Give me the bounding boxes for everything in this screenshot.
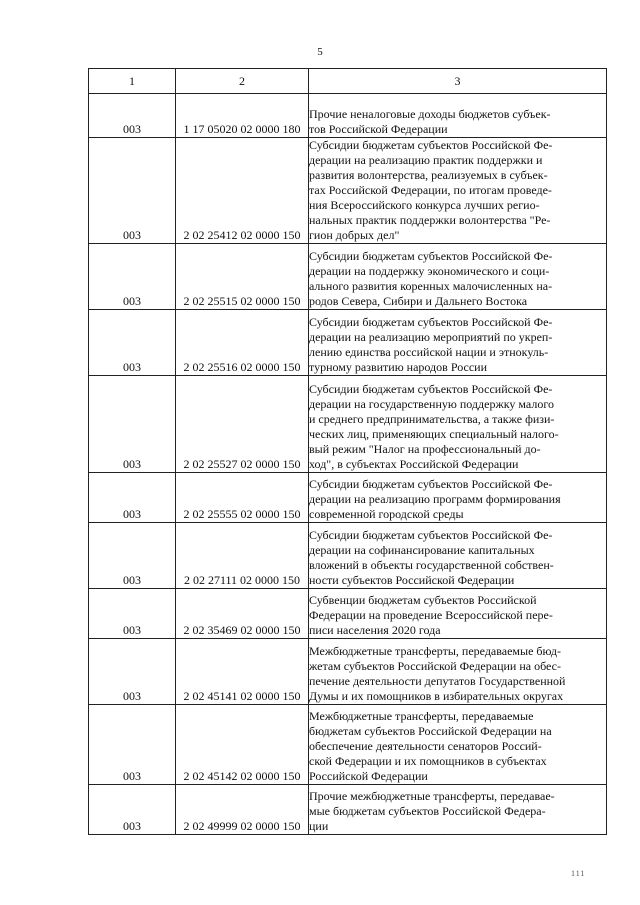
admin-code-cell: 003 <box>89 244 176 310</box>
table-row <box>89 376 607 473</box>
admin-code-cell: 003 <box>89 94 176 138</box>
budget-code-cell: 2 02 25555 02 0000 150 <box>176 473 309 523</box>
budget-code-cell: 2 02 49999 02 0000 150 <box>176 785 309 835</box>
table-row <box>89 473 607 523</box>
budget-code-cell: 2 02 25516 02 0000 150 <box>176 310 309 376</box>
column-header-3: 3 <box>309 69 607 94</box>
budget-code-cell: 2 02 27111 02 0000 150 <box>176 523 309 589</box>
table-row <box>89 94 607 138</box>
budget-code-cell: 2 02 25515 02 0000 150 <box>176 244 309 310</box>
column-header-1: 1 <box>89 69 176 94</box>
table-row <box>89 244 607 310</box>
admin-code-cell: 003 <box>89 785 176 835</box>
description-cell: Субсидии бюджетам субъектов Российской Фе- дерации на софинансирование капитальных вложений в объекты государственной собствен- ности субъектов Российской Федерации <box>309 523 607 589</box>
table-row <box>89 310 607 376</box>
page-number: 5 <box>317 46 323 58</box>
table-row <box>89 589 607 639</box>
description-cell: Субсидии бюджетам субъектов Российской Фе- дерации на поддержку экономического и соци- ального развития коренных малочисленных на- родов Севера, Сибири и Дальнего Востока <box>309 244 607 310</box>
admin-code-cell: 003 <box>89 376 176 473</box>
admin-code-cell: 003 <box>89 589 176 639</box>
admin-code-cell: 003 <box>89 705 176 785</box>
budget-code-cell: 1 17 05020 02 0000 180 <box>176 94 309 138</box>
table-row <box>89 138 607 244</box>
table-row <box>89 785 607 835</box>
description-cell: Субсидии бюджетам субъектов Российской Фе- дерации на государственную поддержку малого и среднего предпринимательства, а также физи- ческих лиц, применяющих специальный налого- вый режим "Налог на профессиональный до- ход", в субъектах Российской Федерации <box>309 376 607 473</box>
admin-code-cell: 003 <box>89 310 176 376</box>
admin-code-cell: 003 <box>89 639 176 705</box>
table-header-row <box>89 69 607 94</box>
table-row <box>89 639 607 705</box>
budget-code-cell: 2 02 45141 02 0000 150 <box>176 639 309 705</box>
description-cell: Субсидии бюджетам субъектов Российской Фе- дерации на реализацию программ формирования современной городской среды <box>309 473 607 523</box>
description-cell: Межбюджетные трансферты, передаваемые бюджетам субъектов Российской Федерации на обеспечение деятельности сенаторов Россий- ской Федерации и их помощников в субъектах Российской Федерации <box>309 705 607 785</box>
column-header-2: 2 <box>176 69 309 94</box>
description-cell: Субсидии бюджетам субъектов Российской Фе- дерации на реализацию практик поддержки и развития волонтерства, реализуемых в субъек- тах Российской Федерации, по итогам проведе- ния Всероссийского конкурса лучших регио- нальных практик поддержки волонтерства "Ре- гион добрых дел" <box>309 138 607 244</box>
table-row <box>89 523 607 589</box>
budget-code-cell: 2 02 35469 02 0000 150 <box>176 589 309 639</box>
footer-mark: 111 <box>571 869 586 878</box>
budget-code-cell: 2 02 45142 02 0000 150 <box>176 705 309 785</box>
description-cell: Прочие неналоговые доходы бюджетов субъек- тов Российской Федерации <box>309 94 607 138</box>
description-cell: Субсидии бюджетам субъектов Российской Фе- дерации на реализацию мероприятий по укреп- лению единства российской нации и этнокуль- турному развитию народов России <box>309 310 607 376</box>
description-cell: Прочие межбюджетные трансферты, передавае- мые бюджетам субъектов Российской Федера- ции <box>309 785 607 835</box>
table-row <box>89 705 607 785</box>
description-cell: Субвенции бюджетам субъектов Российской Федерации на проведение Всероссийской пере- писи населения 2020 года <box>309 589 607 639</box>
admin-code-cell: 003 <box>89 523 176 589</box>
budget-classification-table <box>88 68 607 835</box>
admin-code-cell: 003 <box>89 473 176 523</box>
budget-code-cell: 2 02 25527 02 0000 150 <box>176 376 309 473</box>
description-cell: Межбюджетные трансферты, передаваемые бюд- жетам субъектов Российской Федерации на обес- печение деятельности депутатов Государственной Думы и их помощников в избирательных округах <box>309 639 607 705</box>
budget-code-cell: 2 02 25412 02 0000 150 <box>176 138 309 244</box>
admin-code-cell: 003 <box>89 138 176 244</box>
